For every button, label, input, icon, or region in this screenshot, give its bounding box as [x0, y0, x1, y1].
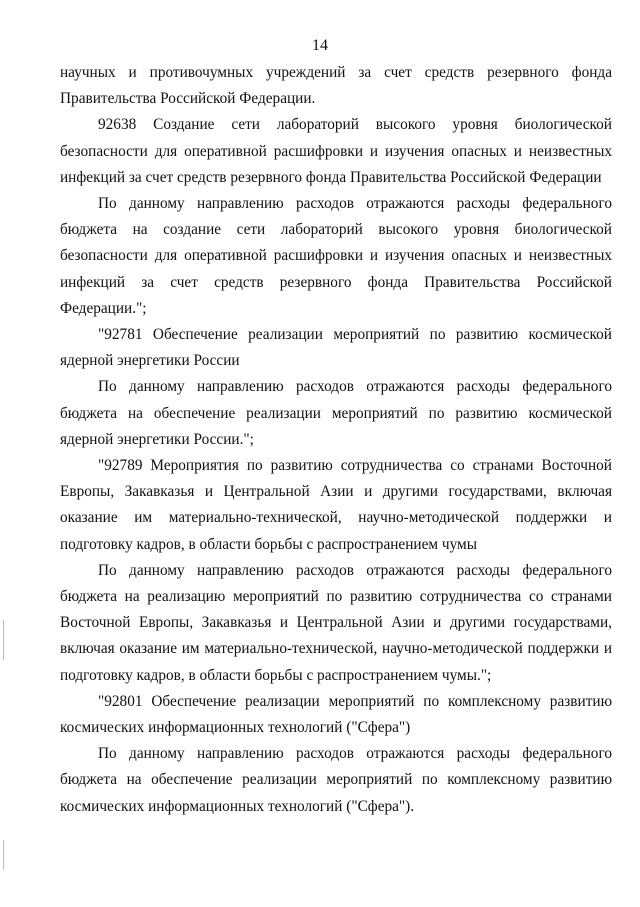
- paragraph-description-92638: По данному направлению расходов отражаются расходы федерального бюджета на создание сети лабораторий высокого уровня биологической безопасности для оперативной расшифровки и изучения опасных и неизвестных инфекций за счет средств резервного фонда Правительства Российской Федерации.";: [60, 195, 612, 317]
- document-body: [60, 60, 612, 820]
- page-number: 14: [312, 37, 328, 54]
- paragraph-description-92789: По данному направлению расходов отражаются расходы федерального бюджета на реализацию мероприятий по развитию сотрудничества со странами Восточной Европы, Закавказья и Центральной Азии и другими государствами, включая оказание им материально-технической, научно-методической поддержки и подготовку кадров, в области борьбы с распространением чумы.";: [60, 561, 612, 684]
- paragraph-code-92801: "92801 Обеспечение реализации мероприятий по комплексному развитию космических информационных технологий ("Сфера"): [60, 692, 612, 737]
- paragraph-code-92781: "92781 Обеспечение реализации мероприятий по развитию космической ядерной энергетики России: [60, 326, 612, 370]
- paragraph-continuation: научных и противочумных учреждений за счет средств резервного фонда Правительства Российской Федерации.: [60, 64, 612, 108]
- paragraph-code-92638: 92638 Создание сети лабораторий высокого уровня биологической безопасности для оперативной расшифровки и изучения опасных и неизвестных инфекций за счет средств резервного фонда Правительства Российской Федерации: [60, 116, 612, 186]
- paragraph-code-92789: "92789 Мероприятия по развитию сотрудничества со странами Восточной Европы, Закавказья и Центральной Азии и другими государствами, включая оказание им материально-технической, научно-методической поддержки и подготовку кадров, в области борьбы с распространением чумы: [60, 457, 612, 553]
- scan-edge-mark: [3, 840, 4, 870]
- paragraph-description-92781: По данному направлению расходов отражаются расходы федерального бюджета на обеспечение реализации мероприятий по развитию космической ядерной энергетики России.";: [60, 378, 612, 448]
- scan-edge-mark: [3, 620, 4, 660]
- paragraph-description-92801: По данному направлению расходов отражаются расходы федерального бюджета на обеспечение реализации мероприятий по комплексному развитию космических информационных технологий ("Сфера").: [60, 745, 612, 815]
